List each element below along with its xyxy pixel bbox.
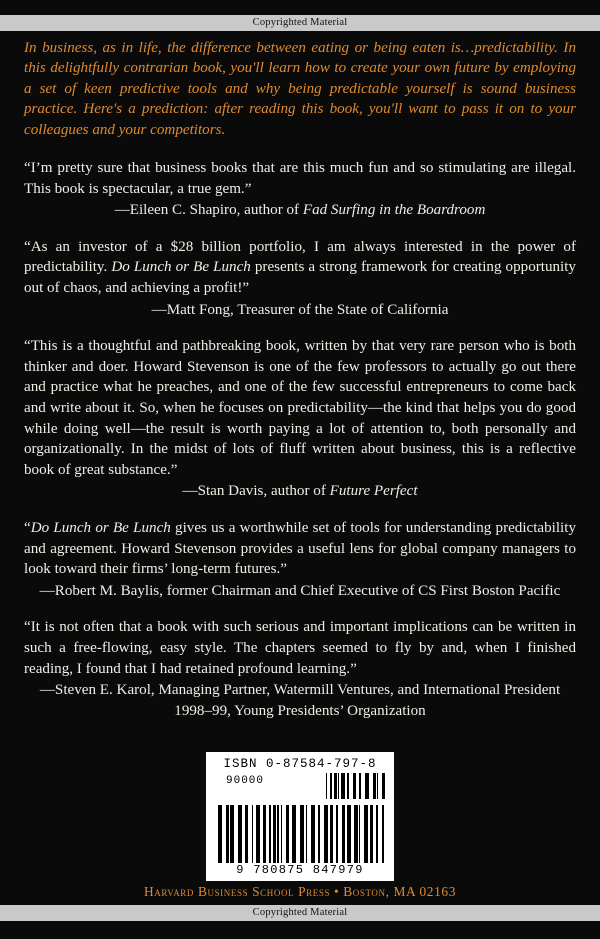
- review-quote-attribution: —Robert M. Baylis, former Chairman and Chief Executive of CS First Boston Pacific: [39, 582, 561, 599]
- isbn-text: ISBN 0-87584-797-8: [223, 757, 377, 771]
- review-quote-attribution: —Stan Davis, author of Future Perfect: [182, 483, 418, 500]
- review-quote-attribution: —Matt Fong, Treasurer of the State of California: [151, 301, 449, 318]
- review-quote-attribution: —Eileen C. Shapiro, author of Fad Surfing in the Boardroom: [114, 202, 486, 219]
- review-quote: [22, 518, 578, 601]
- review-quote-text: “I’m pretty sure that business books that are this much fun and so stimulating are illegal. This book is spectacular, a true gem.”: [24, 160, 576, 197]
- copyrighted-material-watermark-bottom: Copyrighted Material: [0, 905, 600, 921]
- review-quote: [22, 336, 578, 502]
- review-quote-text: “Do Lunch or Be Lunch gives us a worthwhile set of tools for understanding predictability and agreement. Howard Stevenson provides a useful lens for global company managers to look toward their firms’ long-term futures.”: [24, 519, 576, 578]
- ean-bar-pattern: [216, 805, 384, 863]
- review-quote-attribution: —Steven E. Karol, Managing Partner, Watermill Ventures, and International President 1998–99, Young Presidents’ Organization: [39, 682, 561, 719]
- copyrighted-material-watermark-top: Copyrighted Material: [0, 15, 600, 31]
- barcode: [206, 752, 394, 881]
- ean-digits-text: 9 780875 847979: [236, 863, 364, 877]
- publisher-line: Harvard Business School Press • Boston, MA 02163: [144, 884, 456, 899]
- review-quote-text: “As an investor of a $28 billion portfolio, I am always interested in the power of predictability. Do Lunch or Be Lunch presents a strong framework for creating opportunity out of chaos, and achieving a profit!”: [24, 238, 576, 296]
- review-quote-text: “This is a thoughtful and pathbreaking book, written by that very rare person who is both thinker and doer. Howard Stevenson is one of the few professors to actually go out there and practice what he preaches, and one of the few successful entrepreneurs to come back and write about it. So, when he focuses on predictability—the kind that helps you do good while doing well—the result is worth paying a lot of attention to, both personally and organizationally. In the midst of lots of fluff written about business, this is a reflective book of great substance.”: [24, 338, 576, 478]
- review-quote: [22, 158, 578, 221]
- review-quote: [22, 237, 578, 320]
- blurb-paragraph: In business, as in life, the difference between eating or being eaten is…predictability. In this delightfully contrarian book, you'll learn how to create your own future by employing a set of keen predictive tools and why being predictable yourself is sound business practice. Here's a prediction: after reading this book, you'll want to pass it on to your colleagues and your competitors.: [24, 40, 576, 138]
- review-quote: [22, 617, 578, 721]
- review-quote-text: “It is not often that a book with such serious and important implications can be written in such a free-flowing, easy style. The chapters seemed to fly by and, when I finished reading, I found that I had retained profound learning.”: [24, 619, 576, 677]
- price-code-text: 90000: [226, 775, 265, 787]
- cover-content: [22, 38, 578, 737]
- isbn-bars: [218, 773, 382, 803]
